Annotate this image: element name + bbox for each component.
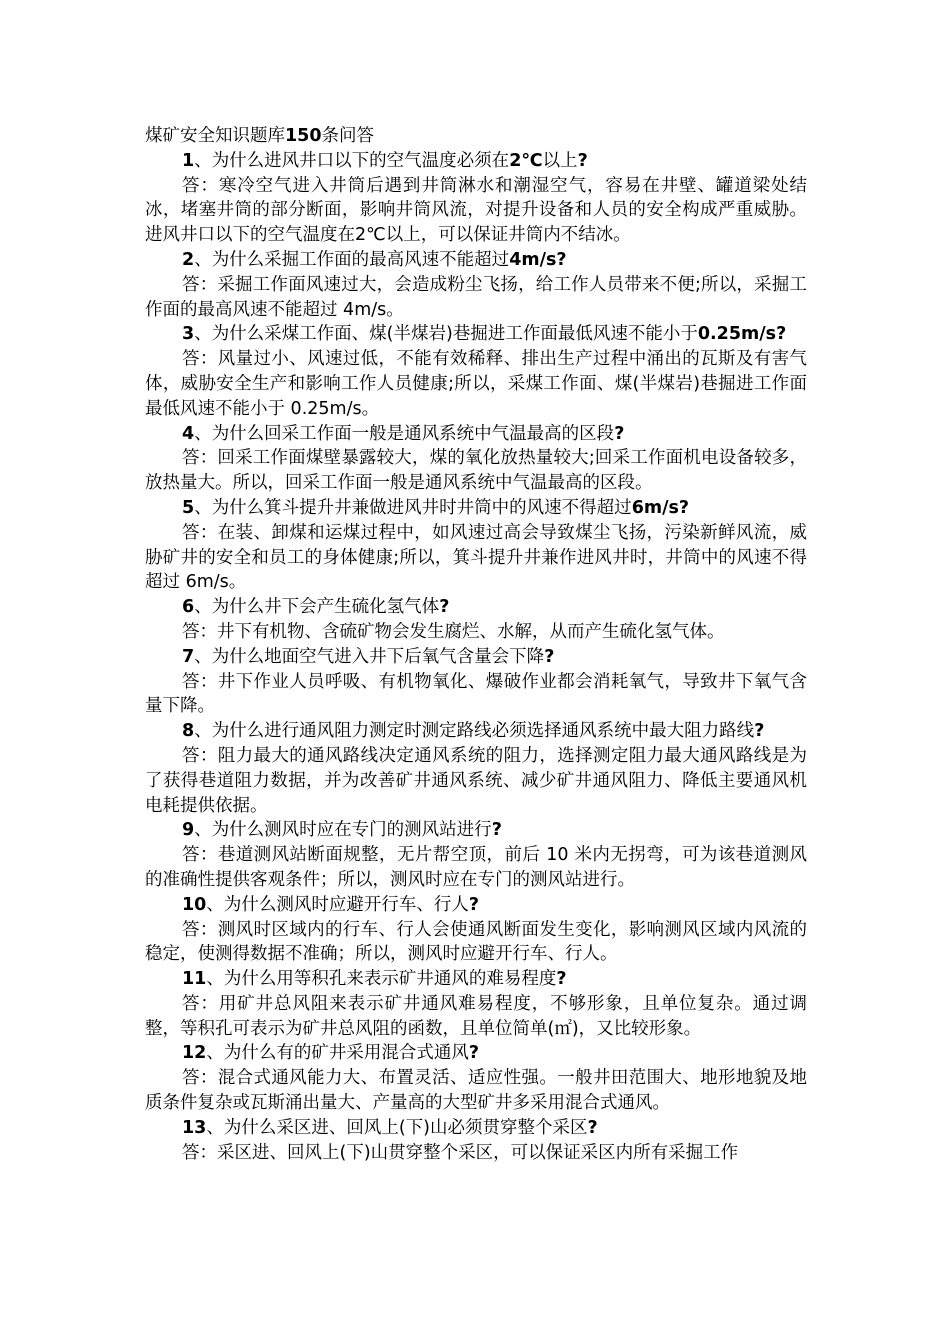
question-text: 为什么进行通风阻力测定时测定路线必须选择通风系统中最大阻力路线 xyxy=(211,721,755,742)
question-tail: 以上 xyxy=(542,150,578,171)
question-separator: 、 xyxy=(194,721,212,742)
question-number: 8 xyxy=(182,721,195,742)
question-mark: ? xyxy=(678,497,690,518)
question-mark: ? xyxy=(544,646,555,667)
question-mark: ? xyxy=(754,721,765,742)
qa-item xyxy=(145,422,807,496)
question xyxy=(145,645,807,670)
qa-item xyxy=(145,967,807,1041)
question-mark: ? xyxy=(468,1043,480,1064)
answer: 答：在装、卸煤和运煤过程中，如风速过高会导致煤尘飞扬，污染新鲜风流，威胁矿井的安全和员工的身体健康;所以，箕斗提升井兼作进风井时，井筒中的风速不得超过 6m/s。 xyxy=(145,522,807,593)
document-page xyxy=(145,124,807,1165)
answer: 答：巷道测风站断面规整，无片帮空顶，前后 10 米内无拐弯，可为该巷道测风的准确性提供客观条件；所以，测风时应在专门的测风站进行。 xyxy=(145,845,807,890)
qa-item xyxy=(145,719,807,818)
question-text: 为什么回采工作面一般是通风系统中气温最高的区段 xyxy=(211,423,615,444)
question xyxy=(145,322,807,347)
question xyxy=(145,719,807,744)
question-number: 6 xyxy=(182,597,195,618)
question-number: 11 xyxy=(182,969,207,990)
question-number: 9 xyxy=(182,820,195,841)
question xyxy=(145,893,807,918)
answer: 答：井下作业人员呼吸、有机物氧化、爆破作业都会消耗氧气，导致井下氧气含量下降。 xyxy=(145,671,807,717)
question xyxy=(145,1116,807,1141)
title-suffix: 条问答 xyxy=(321,126,375,146)
qa-item xyxy=(145,1116,807,1166)
question-bold: 6m/s xyxy=(631,497,679,518)
answer: 答：井下有机物、含硫矿物会发生腐烂、水解，从而产生硫化氢气体。 xyxy=(182,621,725,642)
question-separator: 、 xyxy=(194,249,212,270)
question-number: 7 xyxy=(182,646,195,667)
question-mark: ? xyxy=(776,324,787,345)
answer: 答：混合式通风能力大、布置灵活、适应性强。一般井田范围大、地形地貌及地质条件复杂或瓦斯涌出量大、产量高的大型矿井多采用混合式通风。 xyxy=(145,1068,807,1114)
question-separator: 、 xyxy=(206,1117,224,1138)
answer: 答：阻力最大的通风路线决定通风系统的阻力，选择测定阻力最大通风路线是为了获得巷道阻力数据，并为改善矿井通风系统、减少矿井通风阻力、降低主要通风机电耗提供依据。 xyxy=(145,745,807,816)
question-separator: 、 xyxy=(194,597,212,618)
document-title xyxy=(145,124,807,149)
question-text: 为什么采掘工作面的最高风速不能超过 xyxy=(211,249,510,270)
question xyxy=(145,1041,807,1066)
question-separator: 、 xyxy=(194,423,212,444)
qa-item xyxy=(145,1041,807,1115)
answer: 答：寒冷空气进入井筒后遇到井筒淋水和潮湿空气，容易在井壁、罐道梁处结冰，堵塞井筒的部分断面，影响井筒风流，对提升设备和人员的安全构成严重威胁。进风井口以下的空气温度在2℃以上，可以保证井筒内不结冰。 xyxy=(145,175,807,246)
question-separator: 、 xyxy=(206,969,224,990)
question-number: 1 xyxy=(182,150,195,171)
question-number: 4 xyxy=(182,423,195,444)
answer: 答：用矿井总风阻来表示矿井通风难易程度，不够形象，且单位复杂。通过调整，等积孔可表示为矿井总风阻的函数，且单位简单(㎡)，又比较形象。 xyxy=(145,993,807,1039)
qa-item xyxy=(145,149,807,248)
question-mark: ? xyxy=(587,1117,598,1138)
question xyxy=(145,595,807,620)
question-text: 为什么进风井口以下的空气温度必须在 xyxy=(211,150,510,171)
question-mark: ? xyxy=(556,249,567,270)
question-separator: 、 xyxy=(194,820,212,841)
question-text: 为什么有的矿井采用混合式通风 xyxy=(223,1043,469,1064)
question-text: 为什么地面空气进入井下后氧气含量会下降 xyxy=(211,646,545,667)
question-number: 13 xyxy=(182,1117,207,1138)
question-number: 10 xyxy=(182,894,207,915)
question-text: 为什么测风时应在专门的测风站进行 xyxy=(211,820,492,841)
question-text: 为什么采煤工作面、煤(半煤岩)巷掘进工作面最低风速不能小于 xyxy=(211,324,698,345)
question-separator: 、 xyxy=(206,1043,224,1064)
answer: 答：采区进、回风上(下)山贯穿整个采区，可以保证采区内所有采掘工作 xyxy=(182,1142,739,1163)
question-text: 为什么井下会产生硫化氢气体 xyxy=(211,597,440,618)
question-number: 3 xyxy=(182,324,195,345)
question xyxy=(145,967,807,992)
question xyxy=(145,248,807,273)
question xyxy=(145,149,807,174)
qa-item xyxy=(145,595,807,645)
qa-list xyxy=(145,149,807,1166)
question-mark: ? xyxy=(491,820,502,841)
question-separator: 、 xyxy=(194,150,212,171)
question-number: 12 xyxy=(182,1043,207,1064)
question xyxy=(145,496,807,521)
question xyxy=(145,818,807,843)
question-bold: 2℃ xyxy=(509,150,543,171)
question-number: 2 xyxy=(182,249,195,270)
qa-item xyxy=(145,893,807,967)
question-text: 为什么用等积孔来表示矿井通风的难易程度 xyxy=(223,969,557,990)
question-separator: 、 xyxy=(194,324,212,345)
qa-item xyxy=(145,645,807,719)
question-text: 为什么测风时应避开行车、行人 xyxy=(223,894,469,915)
question-mark: ? xyxy=(468,894,480,915)
qa-item xyxy=(145,248,807,322)
question-mark: ? xyxy=(556,969,567,990)
question-text: 为什么箕斗提升井兼做进风井时井筒中的风速不得超过 xyxy=(211,497,632,518)
title-prefix: 煤矿安全知识题库 xyxy=(145,126,285,146)
question-mark: ? xyxy=(614,423,625,444)
qa-item xyxy=(145,496,807,595)
question xyxy=(145,422,807,447)
title-number: 150 xyxy=(285,126,322,146)
question-separator: 、 xyxy=(206,894,224,915)
answer: 答：回采工作面煤壁暴露较大，煤的氧化放热量较大;回采工作面机电设备较多，放热量大。所以，回采工作面一般是通风系统中气温最高的区段。 xyxy=(145,448,807,494)
answer: 答：风量过小、风速过低，不能有效稀释、排出生产过程中涌出的瓦斯及有害气体，威胁安全生产和影响工作人员健康;所以，采煤工作面、煤(半煤岩)巷掘进工作面最低风速不能小于 0.25m/s。 xyxy=(145,349,807,419)
question-separator: 、 xyxy=(194,646,212,667)
question-number: 5 xyxy=(182,497,195,518)
question-text: 为什么采区进、回风上(下)山必须贯穿整个采区 xyxy=(223,1117,588,1138)
answer: 答：采掘工作面风速过大，会造成粉尘飞扬，给工作人员带来不便;所以，采掘工作面的最高风速不能超过 4m/s。 xyxy=(145,274,807,320)
qa-item xyxy=(145,322,807,421)
question-bold: 0.25m/s xyxy=(697,324,777,345)
question-separator: 、 xyxy=(194,497,212,518)
qa-item xyxy=(145,818,807,892)
question-mark: ? xyxy=(439,597,450,618)
answer: 答：测风时区域内的行车、行人会使通风断面发生变化，影响测风区域内风流的稳定，使测得数据不准确；所以，测风时应避开行车、行人。 xyxy=(145,919,807,965)
question-bold: 4m/s xyxy=(509,249,557,270)
question-mark: ? xyxy=(577,150,588,171)
